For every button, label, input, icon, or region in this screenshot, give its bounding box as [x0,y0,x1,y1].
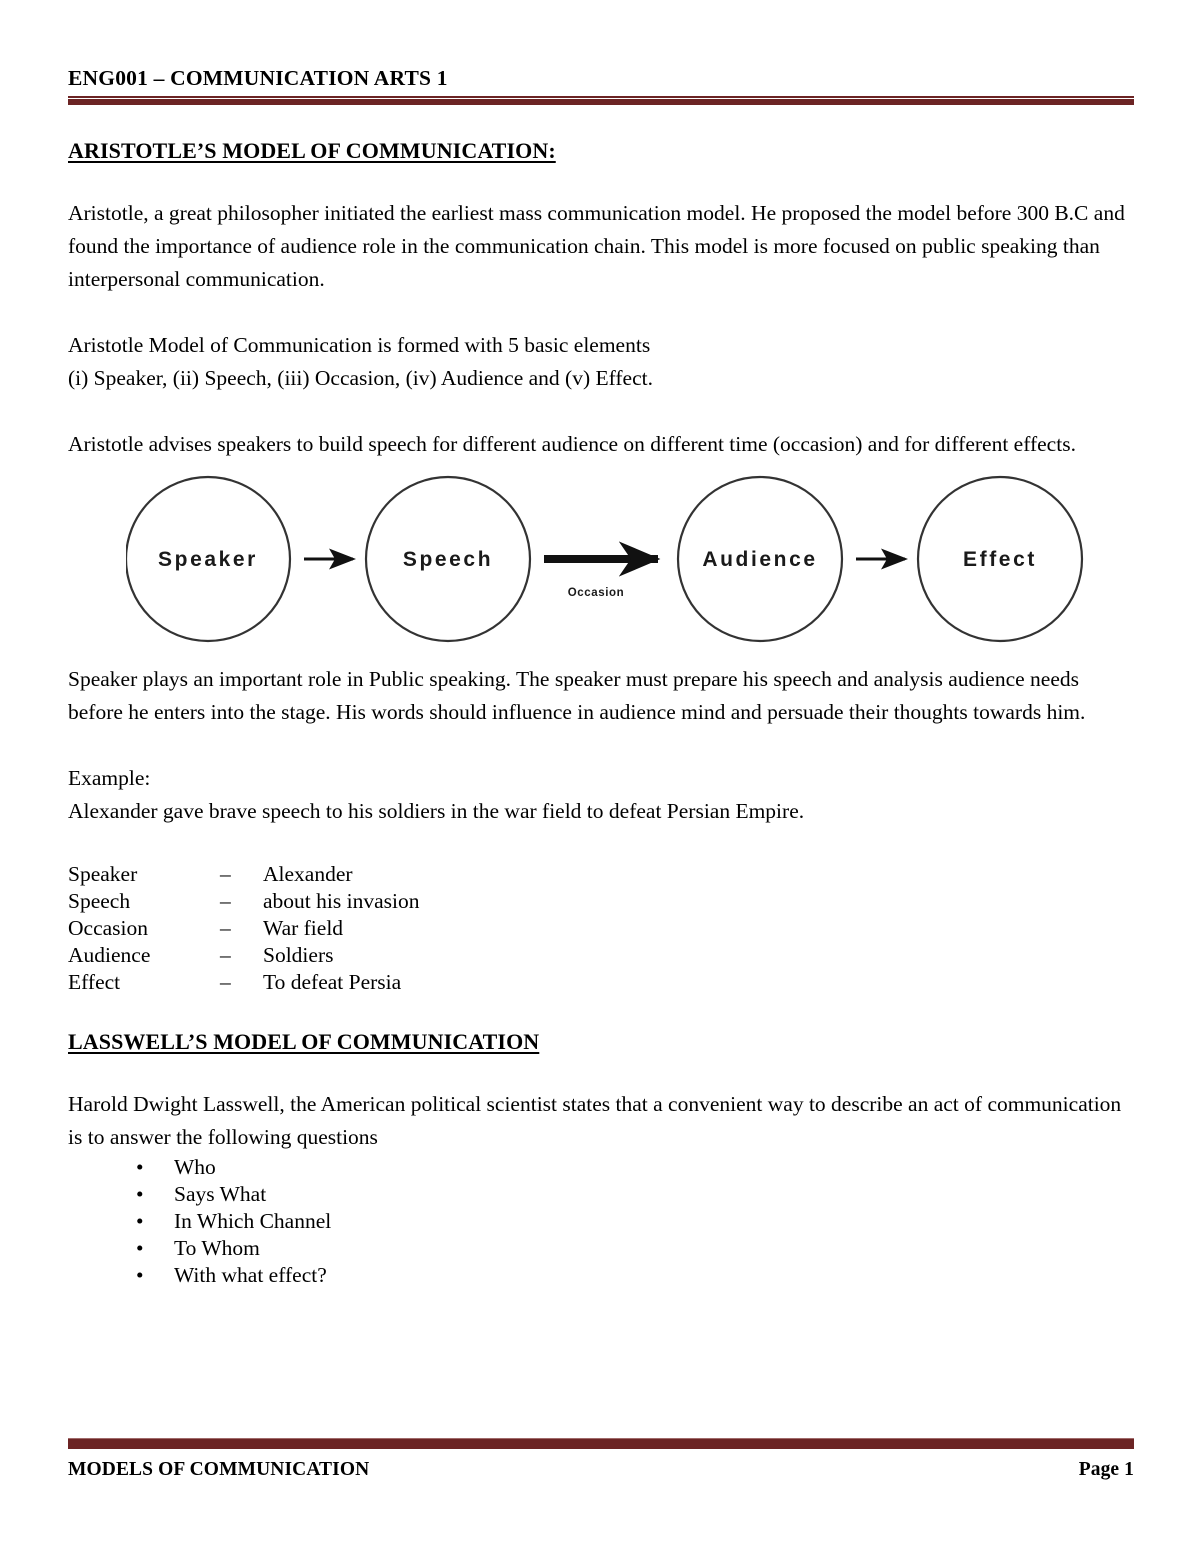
page-footer [68,1438,1134,1481]
aristotle-intro-paragraph: Aristotle, a great philosopher initiated the earliest mass communication model. He proposed the model before 300 B.C and found the importance of audience role in the communication chain. This model is more focused on public speaking than interpersonal communication. [68,200,1125,291]
example-definition-body [68,861,419,996]
diagram-node-effect [918,477,1082,641]
definition-dash: – [220,969,231,994]
list-item-label: With what effect? [174,1262,327,1287]
definition-value: about his invasion [263,888,420,913]
example-definition-table [68,861,419,996]
bullet-icon: • [136,1235,144,1260]
list-item [136,1154,1134,1181]
definition-term: Audience [68,942,151,967]
spacer [68,996,1134,1029]
list-item-label: In Which Channel [174,1208,332,1233]
aristotle-advice-paragraph: Aristotle advises speakers to build speech for different audience on different time (occasion) and for different effects. [68,431,1076,456]
spacer [68,296,1134,329]
lasswell-paragraph: Harold Dwight Lasswell, the American political scientist states that a convenient way to describe an act of communication is to answer the following questions [68,1091,1122,1149]
table-row [68,861,419,888]
spacer [68,164,1134,197]
spacer [68,828,1134,861]
header-course-title: ENG001 – COMMUNICATION ARTS 1 [68,66,448,90]
definition-term: Speech [68,888,131,913]
list-item [136,1181,1134,1208]
table-row [68,969,419,996]
lasswell-section-heading: LASSWELL’S MODEL OF COMMUNICATION [68,1028,540,1054]
definition-value: Alexander [263,861,353,886]
example-sentence: Alexander gave brave speech to his soldiers in the war field to defeat Persian Empire. [68,798,805,823]
diagram-node-label: Effect [963,547,1037,571]
aristotle-elements-line-2: (i) Speaker, (ii) Speech, (iii) Occasion, (iv) Audience and (v) Effect. [68,365,653,390]
list-item [136,1235,1134,1262]
diagram-node-audience [678,477,842,641]
aristotle-model-diagram-svg [126,469,1116,659]
diagram-node-speaker [126,477,290,641]
definition-dash: – [220,915,231,940]
page-header [68,0,1134,105]
definition-term: Speaker [68,861,138,886]
footer-row [68,1459,1134,1481]
definition-value: War field [263,915,344,940]
definition-value: To defeat Persia [263,969,402,994]
header-divider-rule [68,96,1134,105]
spacer [68,395,1134,428]
definition-dash: – [220,942,231,967]
aristotle-model-diagram [68,469,1134,659]
aristotle-section-heading: ARISTOTLE’S MODEL OF COMMUNICATION: [68,137,556,163]
list-item-label: Says What [174,1181,267,1206]
footer-document-title: MODELS OF COMMUNICATION [68,1459,370,1480]
footer-divider-rule [68,1438,1134,1449]
definition-term: Effect [68,969,121,994]
definition-dash: – [220,888,231,913]
spacer [68,729,1134,762]
diagram-node-label: Speaker [158,547,258,571]
page-content [68,0,1134,1289]
definition-dash: – [220,861,231,886]
bullet-icon: • [136,1181,144,1206]
bullet-icon: • [136,1208,144,1233]
bullet-icon: • [136,1154,144,1179]
diagram-node-label: Speech [402,547,494,571]
diagram-node-label: Audience [702,547,818,571]
example-label: Example: [68,765,151,790]
bullet-icon: • [136,1262,144,1287]
diagram-node-speech [366,477,530,641]
list-item-label: Who [174,1154,216,1179]
table-row [68,888,419,915]
diagram-edge-label-occasion: Occasion [567,586,625,599]
list-item [136,1208,1134,1235]
table-row [68,915,419,942]
table-row [68,942,419,969]
spacer [68,105,1134,138]
aristotle-speaker-paragraph: Speaker plays an important role in Public speaking. The speaker must prepare his speech and analysis audience needs before he enters into the stage. His words should influence in audience mind and persuade their thoughts towards him. [68,666,1086,724]
spacer [68,1055,1134,1088]
definition-value: Soldiers [263,942,334,967]
lasswell-question-list [68,1154,1134,1289]
definition-term: Occasion [68,915,148,940]
footer-page-number: Page 1 [1078,1459,1134,1480]
list-item-label: To Whom [174,1235,260,1260]
aristotle-elements-line-1: Aristotle Model of Communication is formed with 5 basic elements [68,332,651,357]
list-item [136,1262,1134,1289]
